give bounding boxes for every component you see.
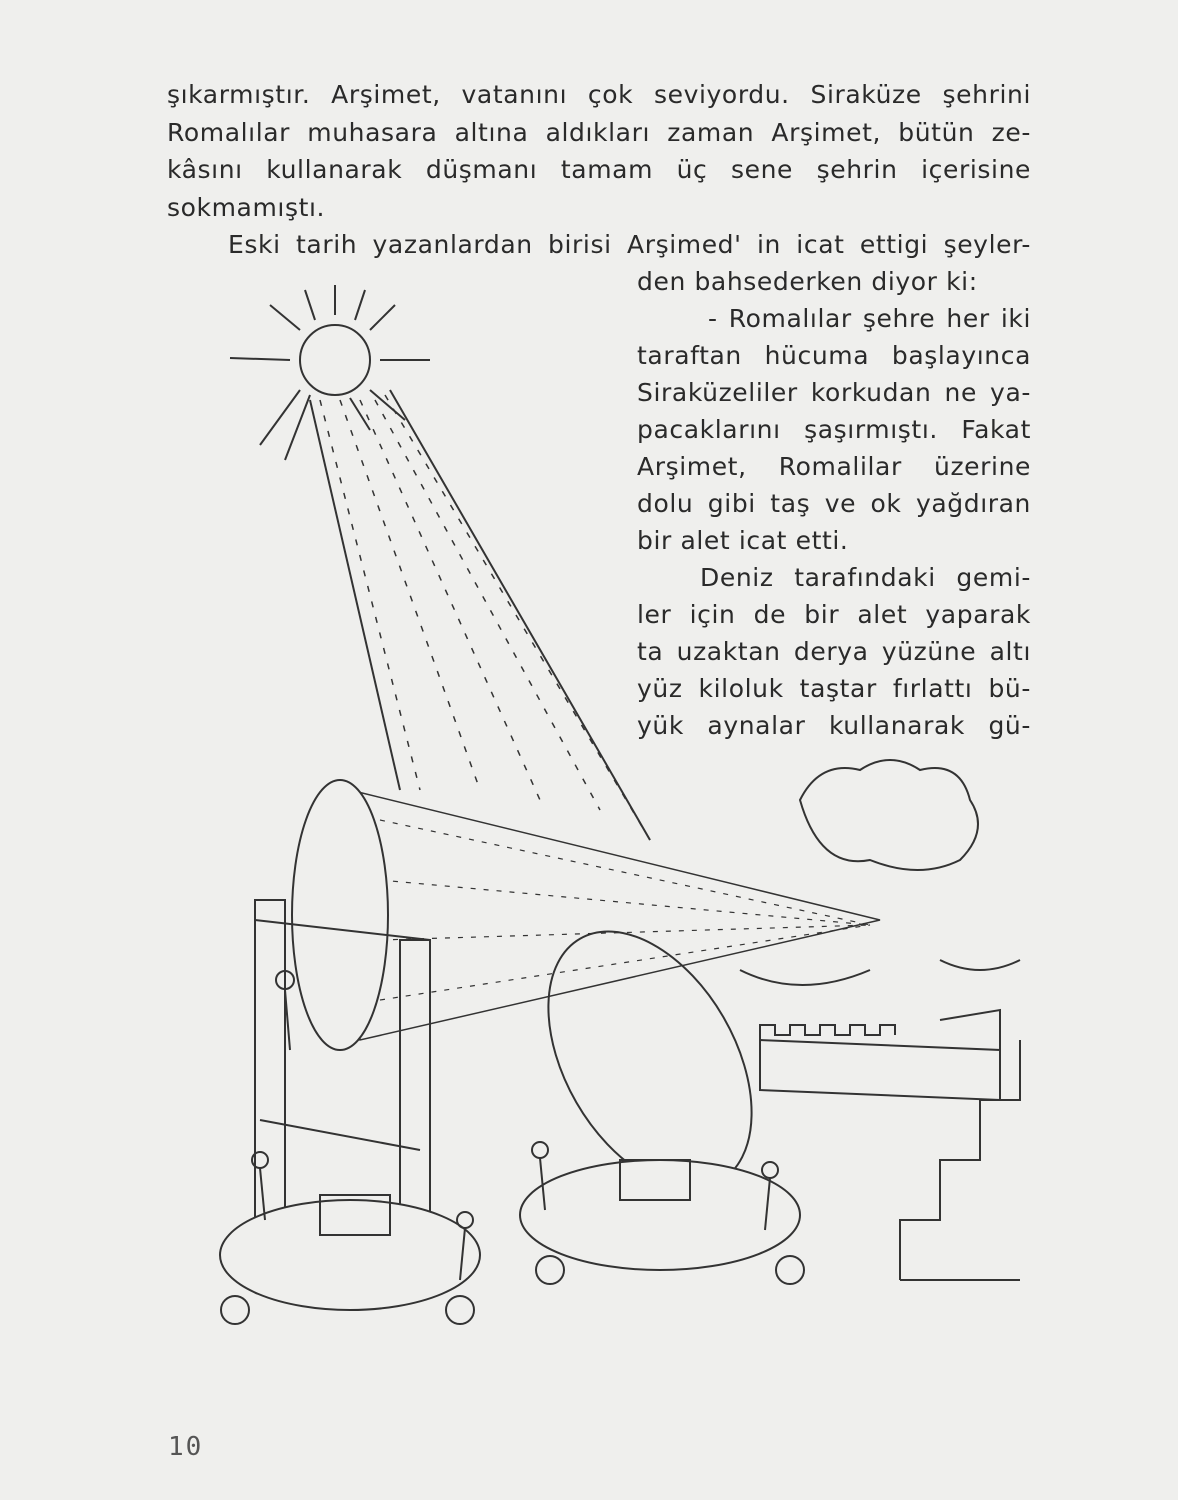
mirror-left <box>292 780 388 1050</box>
text-line-8: taraftan hücuma başlayınca <box>637 341 1031 370</box>
text-line-18: yük aynalar kullanarak gü- <box>637 711 1031 740</box>
text-line-3: kâsını kullanarak düşmanı tamam üç sene şehrin içerisine <box>167 155 1031 184</box>
text-line-10: pacaklarını şaşırmıştı. Fakat <box>637 415 1031 444</box>
city-wall <box>760 1010 1020 1280</box>
text-line-2: Romalılar muhasara altına aldıkları zaman Arşimet, bütün ze- <box>167 118 1031 147</box>
sun-beam <box>320 395 650 840</box>
text-line-9: Siraküzeliler korkudan ne ya- <box>637 378 1031 407</box>
text-line-16: ta uzaktan derya yüzüne altı <box>637 637 1031 666</box>
page-number: 10 <box>168 1432 204 1462</box>
text-line-13: bir alet icat etti. <box>637 526 849 555</box>
ship-right <box>940 960 1020 970</box>
ship-left <box>740 970 870 985</box>
archimedes-mirror-illustration <box>180 280 1060 1390</box>
text-line-12: dolu gibi taş ve ok yağdıran <box>637 489 1031 518</box>
text-line-6: den bahsederken diyor ki: <box>637 267 978 296</box>
text-line-15: ler için de bir alet yaparak <box>637 600 1031 629</box>
text-line-11: Arşimet, Romalilar üzerine <box>637 452 1031 481</box>
text-line-14: Deniz tarafındaki gemi- <box>700 563 1031 592</box>
platform-left <box>220 1200 480 1310</box>
text-line-17: yüz kiloluk taştar fırlattı bü- <box>637 674 1031 703</box>
smoke-cloud <box>800 760 978 870</box>
text-line-7: - Romalılar şehre her iki <box>708 304 1031 333</box>
text-line-4: sokmamıştı. <box>167 193 326 222</box>
text-line-1: şıkarmıştır. Arşimet, vatanını çok seviyordu. Siraküze şehrini <box>167 80 1031 109</box>
platform-right <box>520 1160 800 1270</box>
sun-icon <box>230 285 430 460</box>
text-line-5: Eski tarih yazanlardan birisi Arşimed' in icat ettigi şeyler- <box>228 230 1031 259</box>
